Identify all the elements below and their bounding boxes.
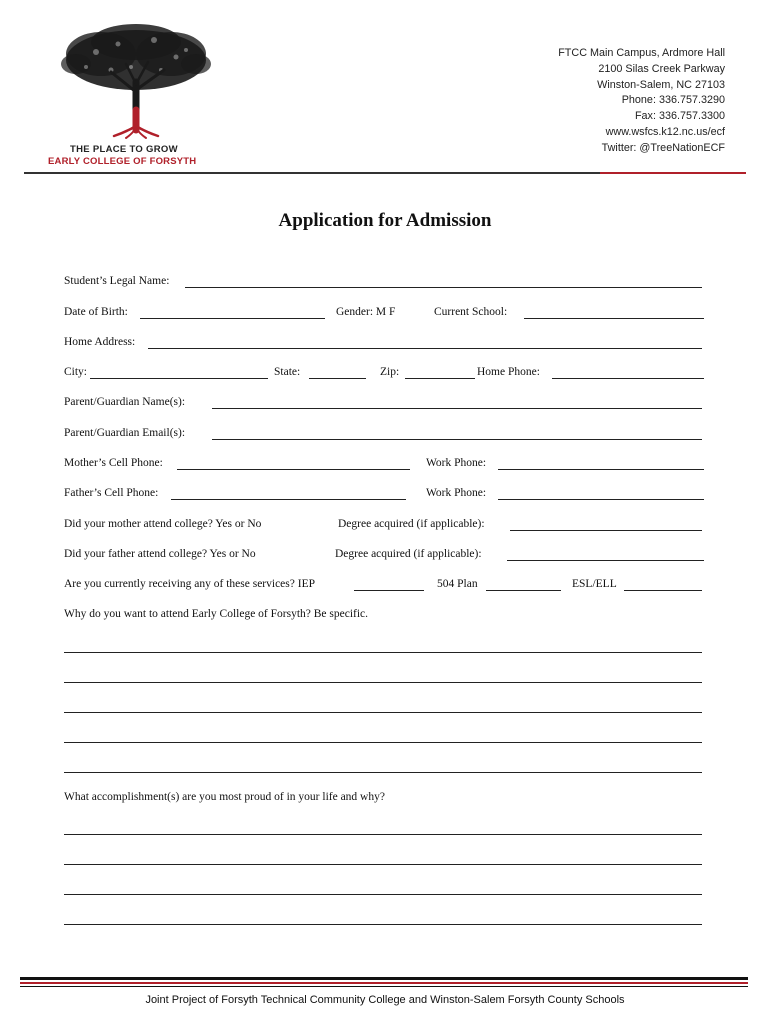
logo-tagline: THE PLACE TO GROW [70, 144, 178, 155]
header-divider [24, 172, 624, 174]
degree-2-line[interactable] [507, 560, 704, 561]
answer-2-line-1[interactable] [64, 834, 702, 835]
contact-street: 2100 Silas Creek Parkway [598, 62, 725, 75]
work-phone-1-line[interactable] [498, 469, 704, 470]
contact-campus: FTCC Main Campus, Ardmore Hall [558, 47, 725, 59]
home-address-line[interactable] [148, 348, 702, 349]
footer-text: Joint Project of Forsyth Technical Community College and Winston-Salem Forsyth County Schools [145, 994, 625, 1006]
contact-fax: Fax: 336.757.3300 [634, 110, 725, 123]
legal-name-label: Student’s Legal Name: [64, 275, 170, 287]
field-row-guardian-names [64, 396, 704, 416]
header-divider-accent [600, 172, 746, 174]
field-row-services [64, 578, 704, 598]
city-line[interactable] [90, 378, 268, 379]
answer-2-line-4[interactable] [64, 924, 702, 925]
504-plan-line[interactable] [486, 590, 561, 591]
answer-1-line-1[interactable] [64, 652, 702, 653]
contact-twitter: Twitter: @TreeNationECF [601, 141, 725, 154]
contact-phone: Phone: 336.757.3290 [621, 94, 725, 107]
answer-2-line-2[interactable] [64, 864, 702, 865]
question-1: Why do you want to attend Early College of Forsyth? Be specific. [64, 608, 369, 620]
iep-line[interactable] [354, 590, 424, 591]
answer-1-line-5[interactable] [64, 772, 702, 773]
home-phone-label: Home Phone: [477, 366, 540, 378]
field-row-guardian-emails [64, 427, 704, 447]
home-address-label: Home Address: [64, 336, 136, 348]
field-row-father-college [64, 548, 704, 568]
logo-school-name: EARLY COLLEGE OF FORSYTH [48, 156, 197, 167]
work-phone-1-label: Work Phone: [426, 457, 487, 469]
field-row-father-cell [64, 487, 704, 507]
field-row-legal-name [64, 275, 704, 295]
field-row-home-address [64, 336, 704, 356]
city-label: City: [64, 366, 88, 378]
degree-1-line[interactable] [510, 530, 702, 531]
question-2: What accomplishment(s) are you most proud of in your life and why? [64, 791, 385, 803]
school-logo [46, 22, 226, 172]
work-phone-2-label: Work Phone: [426, 487, 487, 499]
field-row-mother-cell [64, 457, 704, 477]
tree-icon [56, 22, 216, 142]
contact-info [558, 46, 725, 157]
mother-college-label: Did your mother attend college? Yes or No [64, 518, 262, 530]
dob-label: Date of Birth: [64, 306, 128, 318]
guardian-emails-line[interactable] [212, 439, 702, 440]
504-plan-label: 504 Plan [437, 578, 478, 590]
home-phone-line[interactable] [552, 378, 704, 379]
esl-label: ESL/ELL [572, 578, 617, 590]
legal-name-line[interactable] [185, 287, 702, 288]
contact-city: Winston-Salem, NC 27103 [597, 78, 725, 91]
answer-1-line-3[interactable] [64, 712, 702, 713]
contact-website: www.wsfcs.k12.nc.us/ecf [605, 125, 725, 138]
guardian-names-label: Parent/Guardian Name(s): [64, 396, 186, 408]
gender-label: Gender: M F [336, 306, 396, 318]
father-cell-line[interactable] [171, 499, 406, 500]
services-label: Are you currently receiving any of these services? IEP [64, 578, 315, 590]
mother-cell-line[interactable] [177, 469, 410, 470]
zip-line[interactable] [405, 378, 475, 379]
esl-line[interactable] [624, 590, 702, 591]
guardian-emails-label: Parent/Guardian Email(s): [64, 427, 186, 439]
father-cell-label: Father’s Cell Phone: [64, 487, 159, 499]
mother-cell-label: Mother’s Cell Phone: [64, 457, 163, 469]
field-row-city [64, 366, 704, 386]
current-school-line[interactable] [524, 318, 704, 319]
guardian-names-line[interactable] [212, 408, 702, 409]
answer-1-line-2[interactable] [64, 682, 702, 683]
work-phone-2-line[interactable] [498, 499, 704, 500]
current-school-label: Current School: [434, 306, 508, 318]
answer-2-line-3[interactable] [64, 894, 702, 895]
degree-2-label: Degree acquired (if applicable): [335, 548, 482, 560]
state-line[interactable] [309, 378, 366, 379]
state-label: State: [274, 366, 301, 378]
footer-divider [20, 977, 748, 987]
answer-1-line-4[interactable] [64, 742, 702, 743]
field-row-dob [64, 306, 704, 326]
page-title: Application for Admission [278, 210, 492, 231]
field-row-mother-college [64, 518, 704, 538]
degree-1-label: Degree acquired (if applicable): [338, 518, 485, 530]
zip-label: Zip: [380, 366, 400, 378]
father-college-label: Did your father attend college? Yes or No [64, 548, 256, 560]
dob-line[interactable] [140, 318, 325, 319]
